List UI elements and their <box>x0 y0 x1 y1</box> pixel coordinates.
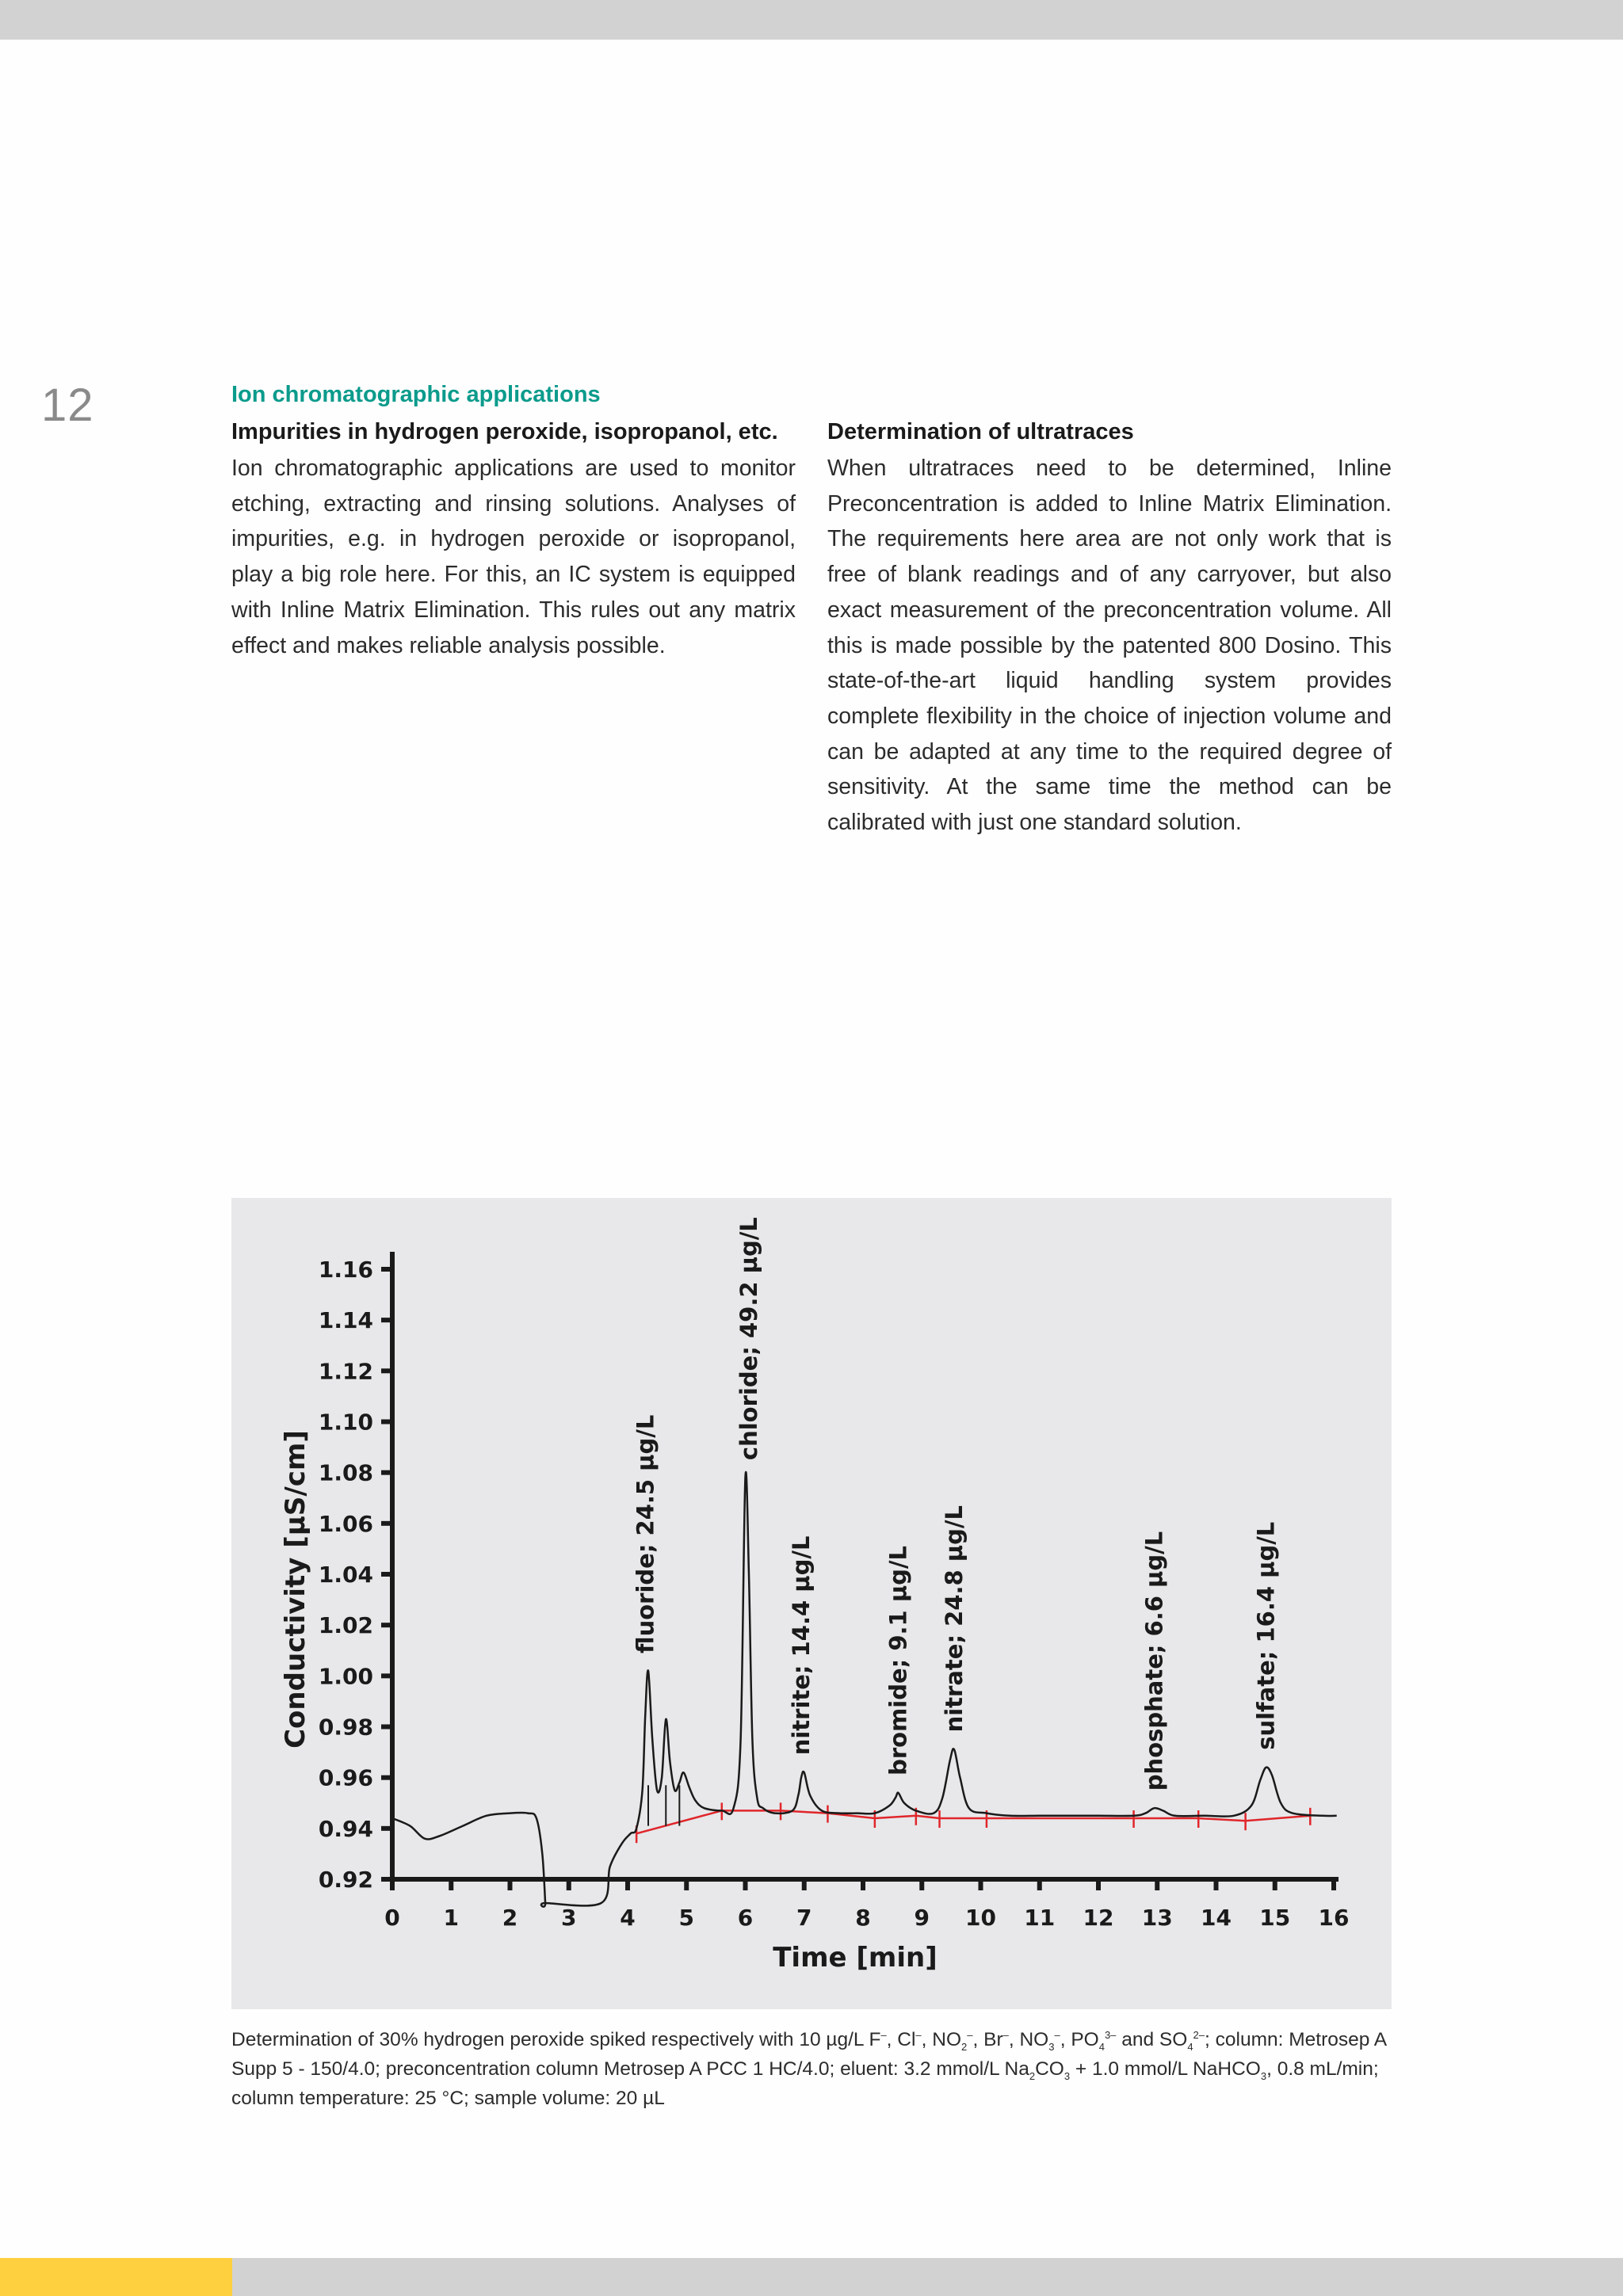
y-tick-label: 1.10 <box>318 1409 373 1436</box>
y-tick-label: 1.12 <box>318 1358 373 1385</box>
peak-label: fluoride; 24.5 µg/L <box>632 1414 659 1653</box>
y-tick-label: 0.92 <box>318 1867 373 1893</box>
peak-label: phosphate; 6.6 µg/L <box>1140 1531 1168 1791</box>
peak-label: nitrite; 14.4 µg/L <box>788 1535 815 1756</box>
chromatogram-trace <box>392 1472 1337 1907</box>
left-column <box>231 416 796 663</box>
x-tick-label: 2 <box>502 1905 518 1931</box>
chromatogram-chart <box>231 1198 1392 2009</box>
left-column-heading: Impurities in hydrogen peroxide, isopropanol, etc. <box>231 419 778 444</box>
x-tick-label: 14 <box>1201 1905 1232 1931</box>
figure-caption: Determination of 30% hydrogen peroxide spiked respectively with 10 µg/L F–, Cl–, $NO_2^-$, Br–, $NO_3^-$, $PO_4^{3-}$ and $SO_4^{2-}$; column: Metrosep A Supp 5 - 150/4.0; preconcentration column Metrosep A PCC 1 HC/4.0; eluent: 3.2 mmol/L $Na_2CO_3 + 1.0$ mmol/L NaHCO$_3$, 0.8 mL/min; column temperature: 25 °C; sample volume: 20 µL <box>231 2028 1386 2109</box>
x-tick-label: 5 <box>678 1905 694 1931</box>
y-tick-label: 0.94 <box>318 1815 373 1842</box>
section-title: Ion chromatographic applications <box>231 382 601 407</box>
right-column-body: When ultratraces need to be determined, Inline Preconcentration is added to Inline Matrix Elimination. The requirements here area are not only work that is free of blank readings and of any carryover, but also exact measurement of the preconcentration volume. All this is made possible by the patented 800 Dosino. This state-of-the-art liquid handling system provides complete flexibility in the choice of injection volume and can be adapted at any time to the required degree of sensitivity. At the same time the method can be calibrated with just one standard solution. <box>827 456 1392 836</box>
x-tick-label: 7 <box>796 1905 812 1931</box>
x-tick-label: 4 <box>620 1905 636 1931</box>
chromatogram-panel <box>231 1198 1392 2009</box>
y-tick-label: 1.06 <box>318 1510 373 1537</box>
x-tick-label: 10 <box>965 1905 996 1931</box>
peak-label: nitrate; 24.8 µg/L <box>941 1505 968 1733</box>
x-tick-label: 13 <box>1141 1905 1173 1931</box>
y-tick-label: 1.08 <box>318 1459 373 1486</box>
x-tick-label: 6 <box>737 1905 754 1931</box>
x-tick-label: 12 <box>1083 1905 1114 1931</box>
x-tick-label: 16 <box>1318 1905 1350 1931</box>
page-number: 12 <box>41 379 94 431</box>
x-tick-label: 8 <box>855 1905 871 1931</box>
x-tick-label: 11 <box>1024 1905 1056 1931</box>
right-column <box>827 416 1392 841</box>
bottom-band <box>0 2258 1623 2296</box>
left-column-body: Ion chromatographic applications are used to monitor etching, extracting and rinsing solutions. Analyses of impurities, e.g. in hydrogen peroxide or isopropanol, play a big role here. For this, an IC system is equipped with Inline Matrix Elimination. This rules out any matrix effect and makes reliable analysis possible. <box>231 456 796 658</box>
bottom-accent-bar <box>0 2258 232 2296</box>
x-tick-label: 9 <box>914 1905 930 1931</box>
x-axis-title: Time [min] <box>773 1942 938 1974</box>
y-tick-label: 1.14 <box>318 1307 373 1334</box>
x-tick-label: 15 <box>1259 1905 1291 1931</box>
y-axis-title: Conductivity [µS/cm] <box>280 1430 311 1749</box>
y-tick-label: 0.96 <box>318 1764 373 1791</box>
x-tick-label: 3 <box>561 1905 577 1931</box>
peak-label: chloride; 49.2 µg/L <box>735 1217 762 1461</box>
y-tick-label: 1.00 <box>318 1663 373 1690</box>
y-tick-label: 1.16 <box>318 1257 373 1283</box>
top-band <box>0 0 1623 40</box>
integration-baseline <box>636 1810 1310 1833</box>
y-tick-label: 0.98 <box>318 1714 373 1741</box>
y-tick-label: 1.04 <box>318 1562 373 1588</box>
x-tick-label: 0 <box>384 1905 400 1931</box>
right-column-heading: Determination of ultratraces <box>827 419 1134 444</box>
peak-label: sulfate; 16.4 µg/L <box>1252 1521 1280 1750</box>
y-tick-label: 1.02 <box>318 1612 373 1639</box>
peak-label: bromide; 9.1 µg/L <box>884 1545 912 1775</box>
x-tick-label: 1 <box>443 1905 459 1931</box>
